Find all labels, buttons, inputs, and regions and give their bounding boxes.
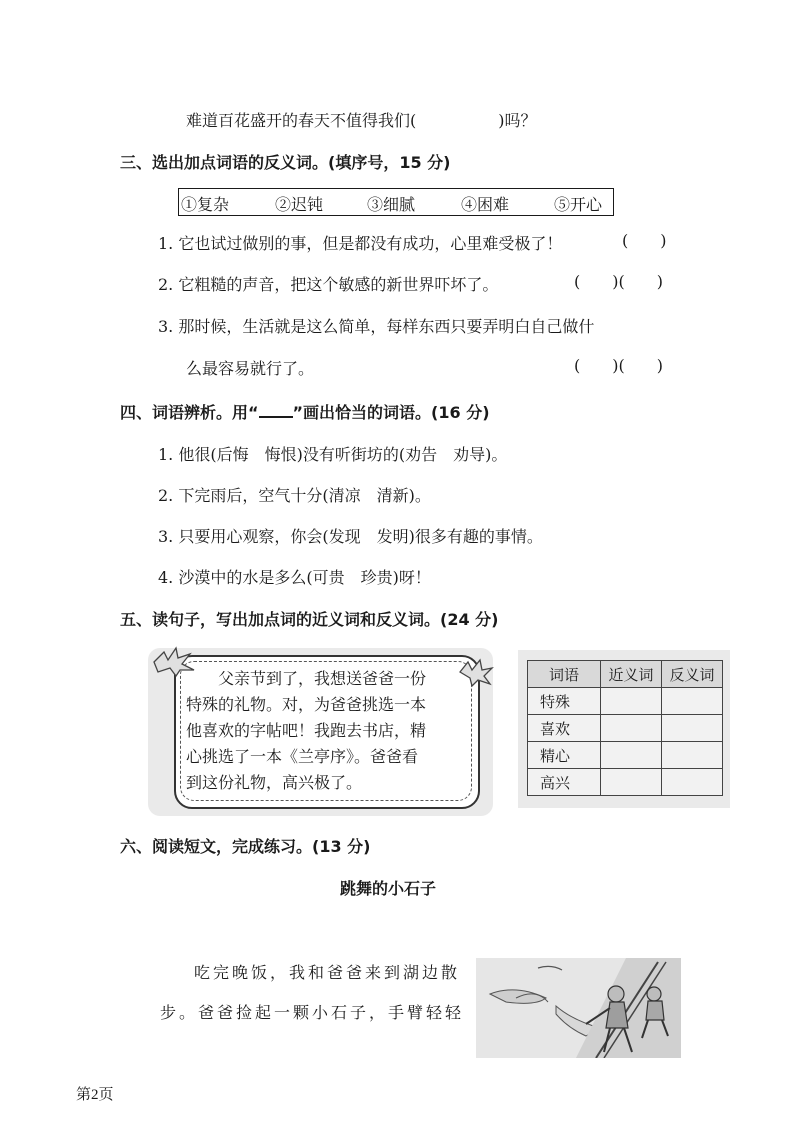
word-choice-3[interactable]: 3. 只要用心观察，你会(发现 发明)很多有趣的事情。: [158, 527, 543, 546]
table-row: [528, 769, 723, 796]
question-3-3-line2: 么最容易就行了。: [186, 359, 315, 378]
question-3-2: 2. 它粗糙的声音，把这个敏感的新世界吓坏了。: [158, 275, 499, 294]
answer-parens-3-2[interactable]: ( )( ): [574, 272, 663, 291]
option-3: ③细腻: [367, 195, 416, 214]
section-4-title: 四、词语辨析。用“ ”画出恰当的词语。(16 分): [120, 403, 490, 422]
option-1: ①复杂: [181, 195, 230, 214]
table-row: [528, 742, 723, 769]
question-3-3-line1: 3. 那时候，生活就是这么简单，每样东西只要弄明白自己做什: [158, 317, 595, 336]
table-row: [528, 688, 723, 715]
table-word: 高兴: [528, 769, 601, 796]
answer-paren-3-1[interactable]: ( ): [622, 231, 667, 250]
passage-line: 父亲节到了，我想送爸爸一份: [186, 669, 427, 688]
synonym-cell[interactable]: [601, 769, 662, 796]
word-choice-1[interactable]: 1. 他很(后悔 悔恨)没有听街坊的(劝告 劝导)。: [158, 445, 508, 464]
question-3-1: 1. 它也试过做别的事，但是都没有成功，心里难受极了！: [158, 234, 563, 253]
options-box: [178, 188, 614, 216]
passage-line: 到这份礼物，高兴极了。: [186, 773, 363, 792]
table-header: 反义词: [662, 661, 723, 688]
antonym-cell[interactable]: [662, 688, 723, 715]
table-word: 特殊: [528, 688, 601, 715]
passage-line: 特殊的礼物。对，为爸爸挑选一本: [186, 695, 427, 714]
option-2: ②迟钝: [275, 195, 324, 214]
synonym-cell[interactable]: [601, 715, 662, 742]
table-header-row: [528, 661, 723, 688]
antonym-cell[interactable]: [662, 715, 723, 742]
antonym-cell[interactable]: [662, 769, 723, 796]
fill-in-sentence: 难道百花盛开的春天不值得我们( )吗？: [186, 111, 537, 130]
table-word: 喜欢: [528, 715, 601, 742]
synonym-cell[interactable]: [601, 742, 662, 769]
synonym-cell[interactable]: [601, 688, 662, 715]
father-and-child-illustration: [476, 958, 681, 1058]
antonym-cell[interactable]: [662, 742, 723, 769]
lake-illustration: [476, 958, 681, 1058]
option-5: ⑤开心: [554, 195, 603, 214]
page-number: 第2页: [76, 1087, 114, 1103]
answer-parens-3-3[interactable]: ( )( ): [574, 356, 663, 375]
passage-line: 心挑选了一本《兰亭序》。爸爸看: [186, 747, 419, 766]
section-5-title: 五、读句子，写出加点词的近义词和反义词。(24 分): [120, 610, 499, 629]
table-header: 词语: [528, 661, 601, 688]
passage-line: 他喜欢的字帖吧！我跑去书店，精: [186, 721, 427, 740]
story-line: 吃完晚饭，我和爸爸来到湖边散: [194, 963, 461, 982]
section-6-title: 六、阅读短文，完成练习。(13 分): [120, 837, 371, 856]
word-choice-4[interactable]: 4. 沙漠中的水是多么(可贵 珍贵)呀！: [158, 568, 431, 587]
section-3-title: 三、选出加点词语的反义词。(填序号，15 分): [120, 153, 451, 172]
table-word: 精心: [528, 742, 601, 769]
story-line: 步。爸爸捡起一颗小石子，手臂轻轻: [160, 1003, 465, 1022]
table-row: [528, 715, 723, 742]
leaf-icon: [458, 658, 494, 688]
story-title: 跳舞的小石子: [340, 879, 437, 898]
table-header: 近义词: [601, 661, 662, 688]
option-4: ④困难: [461, 195, 510, 214]
underline-sample: [259, 402, 293, 418]
word-choice-2[interactable]: 2. 下完雨后，空气十分(清凉 清新)。: [158, 486, 431, 505]
synonym-antonym-table: [527, 660, 723, 796]
